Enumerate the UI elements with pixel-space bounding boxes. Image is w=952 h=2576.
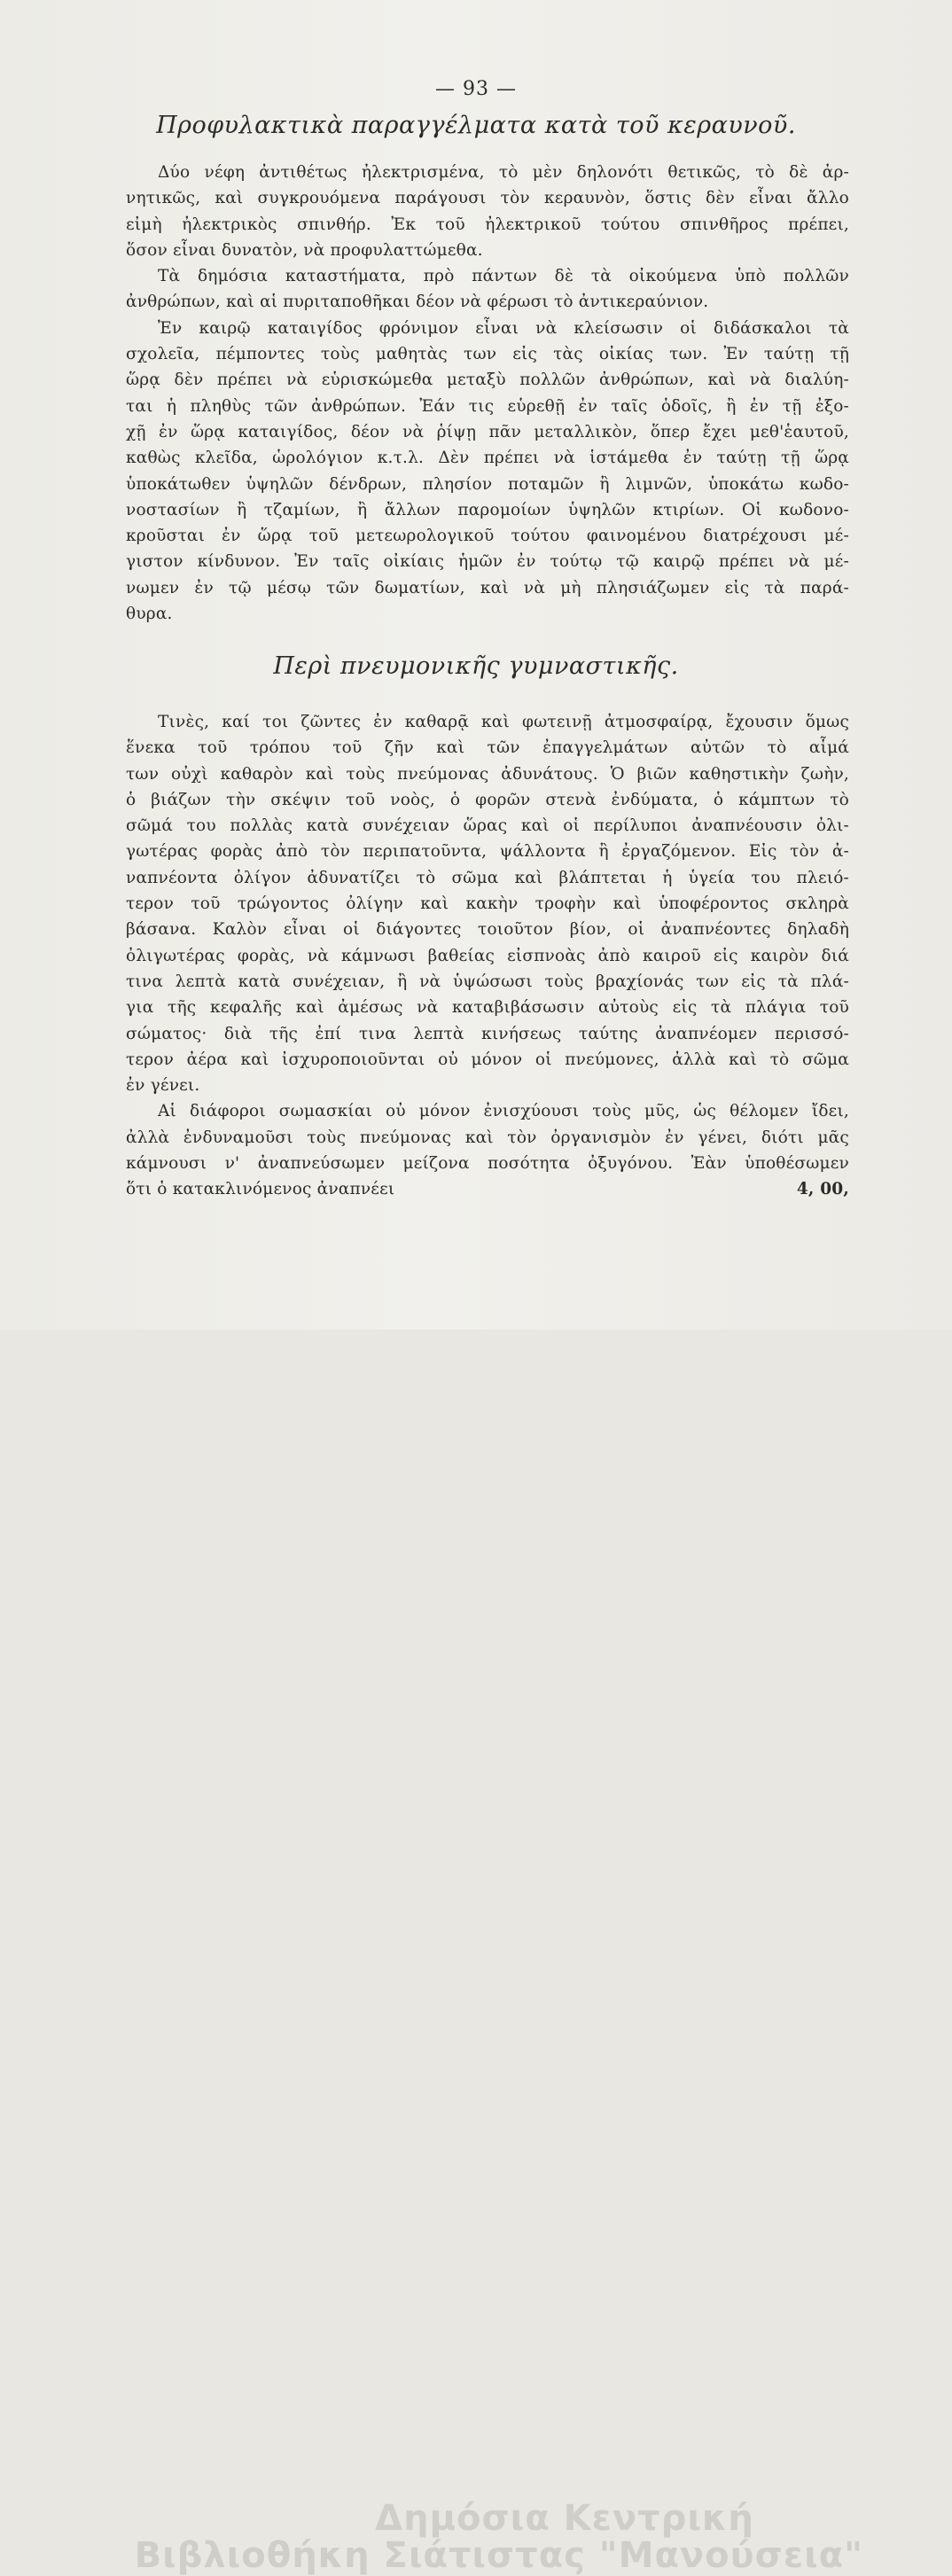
text-line: των οὐχὶ καθαρὸν καὶ τοὺς πνεύμονας ἀδυνάτους. Ὁ βιῶν καθηστικὴν ζωὴν, <box>126 764 849 784</box>
text-line: ἐν γένει. <box>126 1076 200 1096</box>
library-watermark <box>0 1241 952 2576</box>
text-line: Τινὲς, καί τοι ζῶντες ἐν καθαρᾷ καὶ φωτεινῇ ἀτμοσφαίρᾳ, ἔχουσιν ὅμως <box>158 713 849 731</box>
text-line: τερον τοῦ τρώγοντος ὀλίγην καὶ κακὴν τροφὴν καὶ ὑποφέροντος σκληρὰ <box>126 894 849 914</box>
text-line: σχολεῖα, πέμποντες τοὺς μαθητὰς των εἰς τὰς οἰκίας των. Ἐν ταύτῃ τῇ <box>126 345 849 364</box>
text-line: ὑποκάτωθεν ὑψηλῶν δένδρων, πλησίον ποταμῶν ἢ λιμνῶν, ὑποκάτω κωδο- <box>126 474 849 494</box>
section-body-lightning <box>126 160 849 627</box>
text-line: ἀλλὰ ἐνδυναμοῦσι τοὺς πνεύμονας καὶ τὸν ὀργανισμὸν ἐν γένει, διότι μᾶς <box>126 1128 849 1147</box>
text-line: Δύο νέφη ἀντιθέτως ἠλεκτρισμένα, τὸ μὲν δηλονότι θετικῶς, τὸ δὲ ἀρ- <box>158 163 849 182</box>
text-line: νητικῶς, καὶ συγκρουόμενα παράγουσι τὸν κεραυνὸν, ὅστις δὲν εἶναι ἄλλο <box>126 189 849 208</box>
text-line: ἀνθρώπων, καὶ αἱ πυριταποθῆκαι δέον νὰ φέρωσι τὸ ἀντικεραύνιον. <box>126 293 709 312</box>
text-line: χῇ ἐν ὥρᾳ καταιγίδος, δέον νὰ ῥίψῃ πᾶν μεταλλικὸν, ὅπερ ἔχει μεθ'ἑαυτοῦ, <box>126 422 849 441</box>
final-line-text: ὅτι ὁ κατακλινόμενος ἀναπνέει <box>126 1180 395 1199</box>
text-line: σῶμά του πολλὰς κατὰ συνέχειαν ὥρας καὶ οἱ περίλυποι ἀναπνέουσιν ὀλι- <box>126 816 849 836</box>
text-line: Ἐν καιρῷ καταιγίδος φρόνιμον εἶναι νὰ κλείσωσιν οἱ διδάσκαλοι τὰ <box>158 318 849 338</box>
text-line: τερον ἀέρα καὶ ἰσχυροποιοῦνται οὐ μόνον οἱ πνεύμονες, ἀλλὰ καὶ τὸ σῶμα <box>126 1050 849 1069</box>
watermark-line-1: Δημόσια Κεντρική <box>375 2498 754 2539</box>
text-line: ὅσον εἶναι δυνατὸν, νὰ προφυλαττώμεθα. <box>126 240 483 260</box>
section-heading-lightning: Προφυλακτικὰ παραγγέλματα κατὰ τοῦ κεραυνοῦ. <box>156 112 796 139</box>
section-body-lung-gymnastics <box>126 709 849 1203</box>
text-line: καθὼς κλεῖδα, ὡρολόγιον κ.τ.λ. Δὲν πρέπει νὰ ἱστάμεθα ἐν ταύτῃ τῇ ὥρᾳ <box>126 449 849 468</box>
text-line: γωτέρας φορὰς ἀπὸ τὸν περιπατοῦντα, ψάλλοντα ἢ ἐργαζόμενον. Εἰς τὸν ἀ- <box>126 842 849 862</box>
section-heading-lung-gymnastics: Περὶ πνευμονικῆς γυμναστικῆς. <box>273 652 679 680</box>
text-line: ὥρᾳ δὲν πρέπει νὰ εὑρισκώμεθα μεταξὺ πολλῶν ἀνθρώπων, καὶ νὰ διαλύη- <box>126 371 849 390</box>
text-line: θυρα. <box>126 605 173 624</box>
text-line: ται ἡ πληθὺς τῶν ἀνθρώπων. Ἐάν τις εὑρεθῇ ἐν ταῖς ὁδοῖς, ἢ ἐν τῇ ἐξο- <box>126 396 849 416</box>
text-line-final <box>126 1176 849 1202</box>
text-line: κάμνουσι ν' ἀναπνεύσωμεν μείζονα ποσότητα ὀξυγόνου. Ἐὰν ὑποθέσωμεν <box>126 1154 849 1174</box>
text-line: σώματος· διὰ τῆς ἐπί τινα λεπτὰ κινήσεως ταύτης ἀναπνέομεν περισσό- <box>126 1024 849 1043</box>
text-line: νοστασίων ἢ τζαμίων, ἢ ἄλλων παρομοίων ὑψηλῶν κτιρίων. Οἱ κωδονο- <box>126 500 849 519</box>
text-line: Τὰ δημόσια καταστήματα, πρὸ πάντων δὲ τὰ οἰκούμενα ὑπὸ πολλῶν <box>158 267 849 286</box>
text-line: βάσανα. Καλὸν εἶναι οἱ διάγοντες τοιοῦτον βίον, οἱ ἀναπνέοντες δηλαδὴ <box>126 920 849 940</box>
text-line: εἰμὴ ἠλεκτρικὸς σπινθήρ. Ἐκ τοῦ ἠλεκτρικοῦ τούτου σπινθῆρος πρέπει, <box>126 215 849 234</box>
text-line: τινα λεπτὰ κατὰ συνέχειαν, ἢ νὰ ὑψώσωσι τοὺς βραχίονάς των εἰς τὰ πλά- <box>126 972 849 991</box>
text-line: ἕνεκα τοῦ τρόπου τοῦ ζῆν καὶ τῶν ἐπαγγελμάτων αὐτῶν τὸ αἷμά <box>126 738 849 758</box>
text-line: Αἱ διάφοροι σωμασκίαι οὐ μόνον ἐνισχύουσι τοὺς μῦς, ὡς θέλομεν ἴδει, <box>158 1102 849 1121</box>
text-line: ὁ βιάζων τὴν σκέψιν τοῦ νοὸς, ὁ φορῶν στενὰ ἐνδύματα, ὁ κάμπτων τὸ <box>126 790 849 809</box>
page-number: — 93 — <box>435 78 517 100</box>
final-line-value: 4, 00, <box>796 1180 849 1199</box>
text-line: κροῦσται ἐν ὥρᾳ τοῦ μετεωρολογικοῦ τούτου φαινομένου διατρέχουσι μέ- <box>126 527 849 546</box>
text-line: ναπνέοντα ὀλίγον ἀδυνατίζει τὸ σῶμα καὶ βλάπτεται ἡ ὑγεία του πλειό- <box>126 868 849 887</box>
text-line: για τῆς κεφαλῆς καὶ ἀμέσως νὰ καταβιβάσωσιν αὐτοὺς εἰς τὰ πλάγια τοῦ <box>126 998 849 1018</box>
text-line: νωμεν ἐν τῷ μέσῳ τῶν δωματίων, καὶ νὰ μὴ πλησιάζωμεν εἰς τὰ παρά- <box>126 578 849 597</box>
text-line: ὀλιγωτέρας φορὰς, νὰ κάμνωσι βαθείας εἰσπνοὰς ἀπὸ καιροῦ εἰς καιρὸν διά <box>126 946 849 965</box>
watermark-line-2: Βιβλιοθήκη Σιάτιστας "Μανούσεια" <box>134 2535 863 2576</box>
text-line: γιστον κίνδυνον. Ἐν ταῖς οἰκίαις ἡμῶν ἐν τούτῳ τῷ καιρῷ πρέπει νὰ μέ- <box>126 552 849 572</box>
